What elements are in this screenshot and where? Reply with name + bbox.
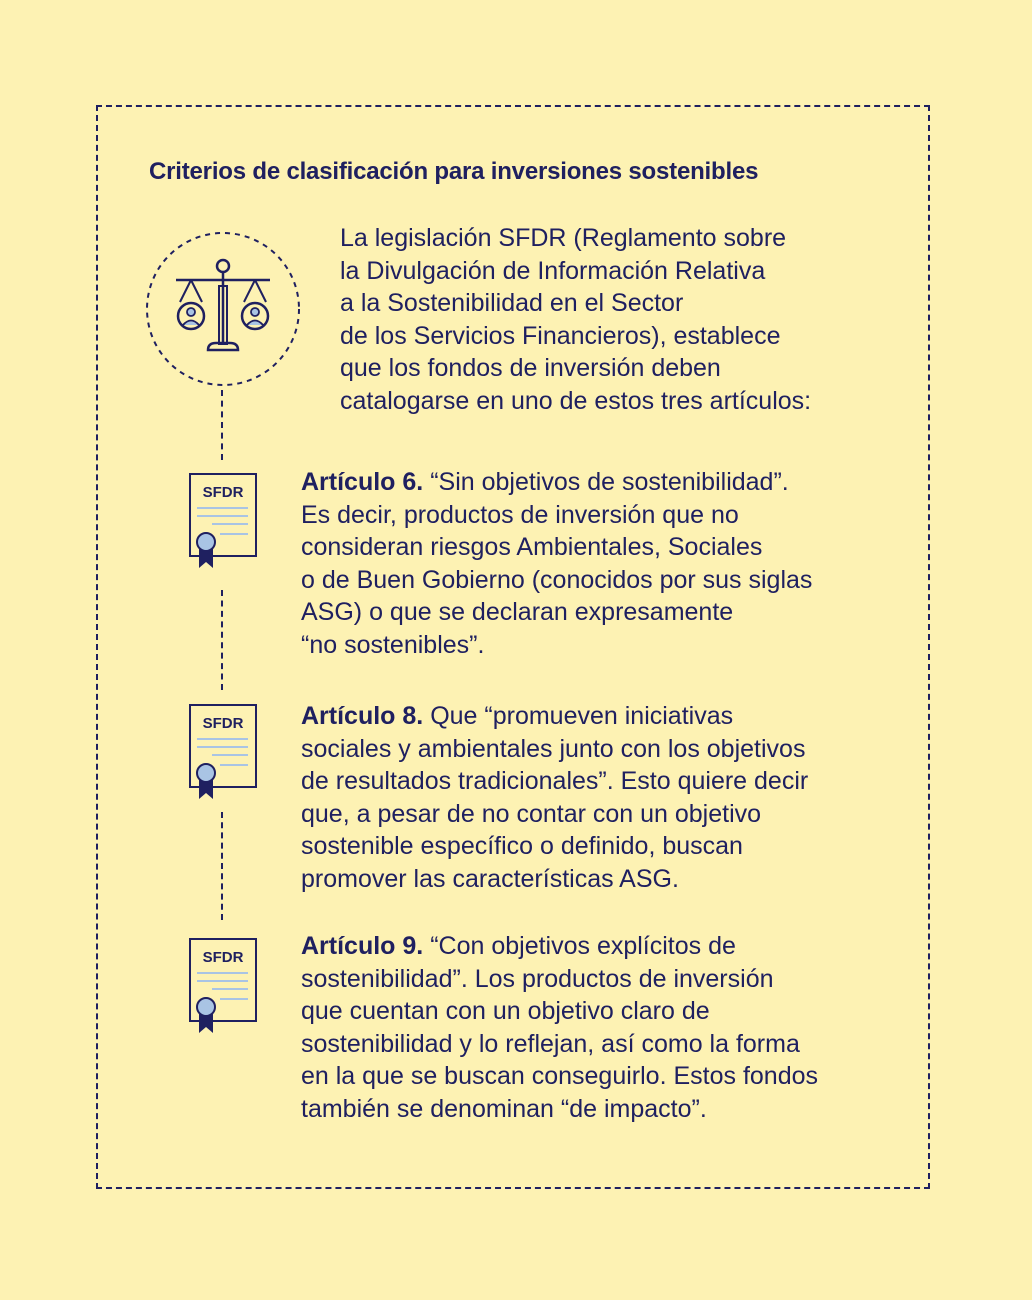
article-heading: Artículo 6.	[301, 468, 424, 496]
article-body: Que “promueven iniciativas sociales y ambientales junto con los objetivos de resultados tradicionales”. Esto quiere decir que, a pesar de no contar con un objetivo sostenible específico o definido, buscan promover las características ASG.	[301, 702, 809, 893]
article-6-text	[301, 466, 891, 661]
certificate-label: SFDR	[202, 484, 244, 501]
certificate-icon	[188, 937, 260, 1037]
connector-line	[221, 590, 223, 690]
article-heading: Artículo 8.	[301, 702, 424, 730]
connector-line	[221, 390, 223, 460]
article-body: “Sin objetivos de sostenibilidad”. Es decir, productos de inversión que no consideran riesgos Ambientales, Sociales o de Buen Gobierno (conocidos por sus siglas ASG) o que se declaran expresamente “no sostenibles”.	[301, 468, 813, 659]
connector-line	[221, 812, 223, 920]
article-heading: Artículo 9.	[301, 932, 424, 960]
page-title: Criterios de clasificación para inversiones sostenibles	[149, 158, 759, 185]
article-9-text	[301, 930, 891, 1125]
article-8-text	[301, 700, 891, 895]
scales-icon	[144, 230, 302, 388]
intro-text: La legislación SFDR (Reglamento sobre la Divulgación de Información Relativa a la Sostenibilidad en el Sector de los Servicios Financieros), establece que los fondos de inversión deben catalogarse en uno de estos tres artículos:	[340, 224, 812, 415]
certificate-label: SFDR	[202, 715, 244, 732]
certificate-icon	[188, 472, 260, 572]
article-body: “Con objetivos explícitos de sostenibilidad”. Los productos de inversión que cuentan con un objetivo claro de sostenibilidad y lo reflejan, así como la forma en la que se buscan conseguirlo. Estos fondos también se denominan “de impacto”.	[301, 932, 819, 1123]
certificate-label: SFDR	[202, 949, 244, 966]
certificate-icon	[188, 703, 260, 803]
